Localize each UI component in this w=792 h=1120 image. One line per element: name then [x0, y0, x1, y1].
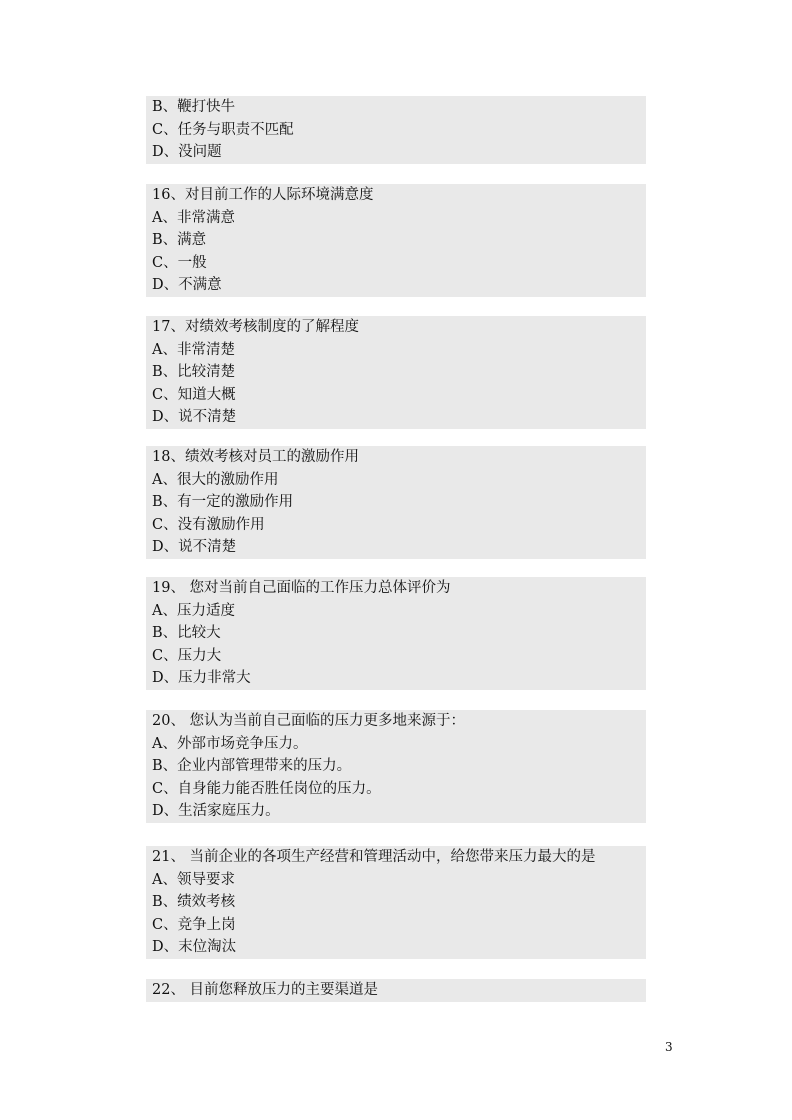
question-block [146, 710, 646, 823]
question-block [146, 979, 646, 1002]
option-text: D、压力非常大 [152, 670, 251, 686]
option-text: D、不满意 [152, 277, 222, 293]
question-block [146, 446, 646, 559]
option-text: D、生活家庭压力。 [152, 803, 280, 819]
option-text: B、比较大 [152, 625, 221, 641]
question-block [146, 846, 646, 959]
question-block [146, 96, 646, 164]
option-text: A、领导要求 [152, 871, 235, 888]
question-text: 17、对绩效考核制度的了解程度 [152, 319, 359, 335]
option-text: C、竞争上岗 [152, 916, 236, 933]
option-text: A、很大的激励作用 [152, 471, 279, 488]
question-text: 20、 您认为当前自己面临的压力更多地来源于： [152, 713, 466, 729]
question-block [146, 184, 646, 297]
option-text: A、压力适度 [152, 602, 235, 619]
option-text: C、知道大概 [152, 386, 236, 403]
option-text: C、自身能力能否胜任岗位的压力。 [152, 780, 381, 797]
option-text: A、非常满意 [152, 209, 235, 226]
question-text: 21、 当前企业的各项生产经营和管理活动中，给您带来压力最大的是 [152, 849, 596, 865]
option-text: D、说不清楚 [152, 539, 237, 555]
option-text: B、绩效考核 [152, 894, 236, 910]
question-text: 18、绩效考核对员工的激励作用 [152, 449, 359, 465]
option-text: D、没问题 [152, 144, 222, 160]
question-text: 19、 您对当前自己面临的工作压力总体评价为 [152, 580, 451, 596]
question-block [146, 577, 646, 690]
question-block [146, 316, 646, 429]
option-text: B、企业内部管理带来的压力。 [152, 758, 352, 774]
option-text: C、压力大 [152, 647, 222, 664]
question-text: 22、 目前您释放压力的主要渠道是 [152, 982, 379, 998]
option-text: B、有一定的激励作用 [152, 494, 294, 510]
option-text: B、鞭打快牛 [152, 99, 236, 115]
option-text: A、外部市场竞争压力。 [152, 735, 308, 752]
option-text: C、任务与职责不匹配 [152, 121, 294, 138]
option-text: D、末位淘汰 [152, 939, 237, 955]
page-number: 3 [665, 1040, 673, 1054]
option-text: B、满意 [152, 232, 207, 248]
option-text: C、没有激励作用 [152, 516, 265, 533]
option-text: B、比较清楚 [152, 364, 236, 380]
question-text: 16、对目前工作的人际环境满意度 [152, 187, 374, 203]
option-text: A、非常清楚 [152, 341, 235, 358]
option-text: D、说不清楚 [152, 409, 237, 425]
option-text: C、一般 [152, 254, 207, 271]
